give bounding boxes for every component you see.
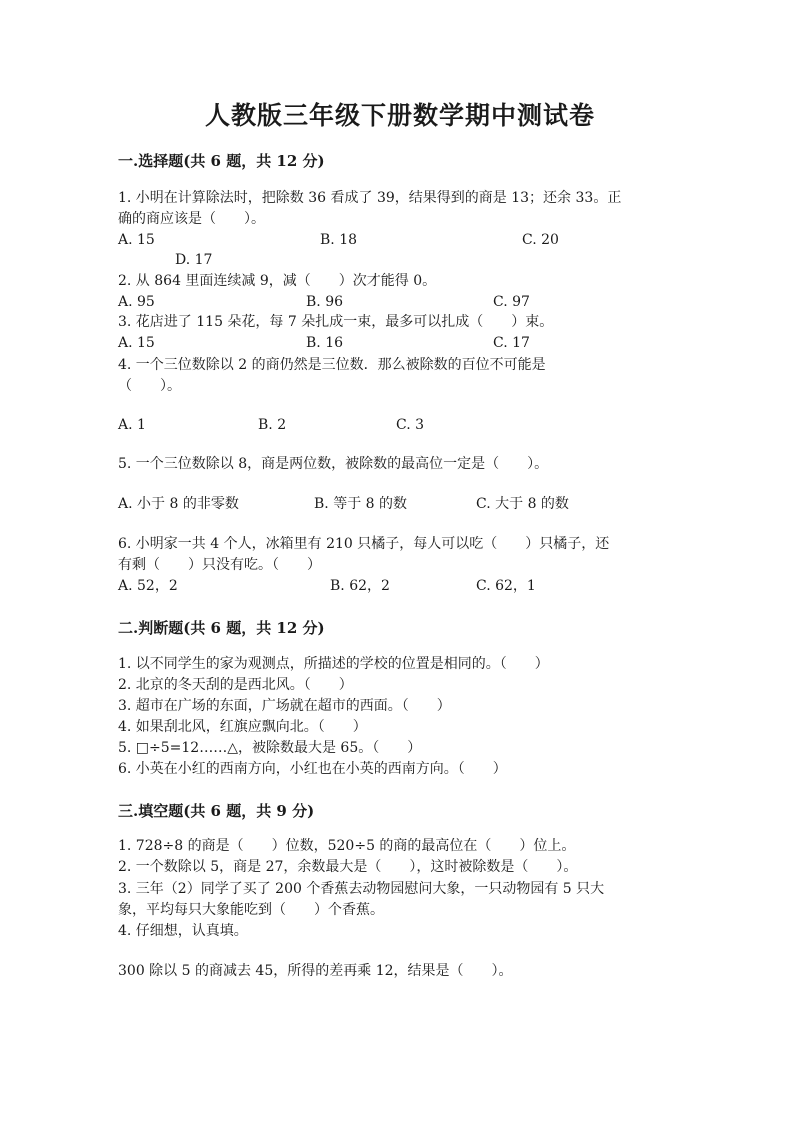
fill-blank-item: 1. 728÷8 的商是（ ）位数，520÷5 的商的最高位在（ ）位上。 — [118, 838, 576, 854]
q6-text-line1: 6. 小明家一共 4 个人，冰箱里有 210 只橘子，每人可以吃（ ）只橘子，还 — [118, 536, 610, 552]
q4-text-line2: （ ）。 — [118, 378, 181, 394]
q3-text: 3. 花店进了 115 朵花，每 7 朵扎成一束，最多可以扎成（ ）束。 — [118, 314, 554, 330]
q5-option-b: B. 等于 8 的数 — [314, 496, 407, 512]
q5-text: 5. 一个三位数除以 8，商是两位数，被除数的最高位一定是（ ）。 — [118, 456, 549, 472]
q4-text-line1: 4. 一个三位数除以 2 的商仍然是三位数．那么被除数的百位不可能是 — [118, 357, 546, 373]
judgement-item: 2. 北京的冬天刮的是西北风。（ ） — [118, 677, 353, 693]
q2-option-a: A. 95 — [118, 294, 155, 310]
section-heading-choice: 一.选择题(共 6 题，共 12 分) — [118, 152, 325, 170]
q1-text-line2: 确的商应该是（ ）。 — [118, 211, 265, 227]
page-title: 人教版三年级下册数学期中测试卷 — [204, 101, 595, 130]
judgement-item: 1. 以不同学生的家为观测点，所描述的学校的位置是相同的。（ ） — [118, 656, 549, 672]
q6-option-c: C. 62，1 — [476, 578, 536, 594]
q1-option-a: A. 15 — [118, 232, 155, 248]
section-heading-fill-blank: 三.填空题(共 6 题，共 9 分) — [118, 802, 315, 820]
q1-option-d: D. 17 — [175, 252, 213, 268]
q3-option-b: B. 16 — [306, 335, 344, 351]
q3-option-c: C. 17 — [493, 335, 530, 351]
fill-blank-item: 4. 仔细想，认真填。 — [118, 923, 248, 939]
fill-blank-item: 2. 一个数除以 5，商是 27，余数最大是（ ），这时被除数是（ ）。 — [118, 859, 578, 875]
q6-option-a: A. 52，2 — [118, 578, 178, 594]
fill-blank-extra: 300 除以 5 的商减去 45，所得的差再乘 12，结果是（ ）。 — [118, 963, 513, 979]
judgement-item: 6. 小英在小红的西南方向，小红也在小英的西南方向。（ ） — [118, 761, 507, 777]
fill-blank-item: 3. 三年（2）同学了买了 200 个香蕉去动物园慰问大象，一只动物园有 5 只大 — [118, 881, 605, 897]
q2-option-b: B. 96 — [306, 294, 344, 310]
q1-text-line1: 1. 小明在计算除法时，把除数 36 看成了 39，结果得到的商是 13；还余 33。正 — [118, 190, 622, 206]
q5-option-a: A. 小于 8 的非零数 — [118, 496, 239, 512]
q4-option-a: A. 1 — [118, 417, 146, 433]
q1-option-b: B. 18 — [320, 232, 358, 248]
q1-option-c: C. 20 — [522, 232, 559, 248]
q5-option-c: C. 大于 8 的数 — [476, 496, 569, 512]
q4-option-c: C. 3 — [396, 417, 425, 433]
judgement-item: 5. □÷5=12……△，被除数最大是 65。（ ） — [118, 740, 422, 756]
judgement-item: 3. 超市在广场的东面，广场就在超市的西面。（ ） — [118, 698, 451, 714]
fill-blank-item: 象，平均每只大象能吃到（ ）个香蕉。 — [118, 902, 384, 918]
q6-option-b: B. 62，2 — [330, 578, 390, 594]
q2-option-c: C. 97 — [493, 294, 530, 310]
q3-option-a: A. 15 — [118, 335, 155, 351]
judgement-item: 4. 如果刮北风，红旗应飘向北。（ ） — [118, 719, 367, 735]
q2-text: 2. 从 864 里面连续减 9，减（ ）次才能得 0。 — [118, 273, 437, 289]
q4-option-b: B. 2 — [258, 417, 287, 433]
section-heading-judgement: 二.判断题(共 6 题，共 12 分) — [118, 619, 325, 637]
q6-text-line2: 有剩（ ）只没有吃。（ ） — [118, 557, 321, 573]
